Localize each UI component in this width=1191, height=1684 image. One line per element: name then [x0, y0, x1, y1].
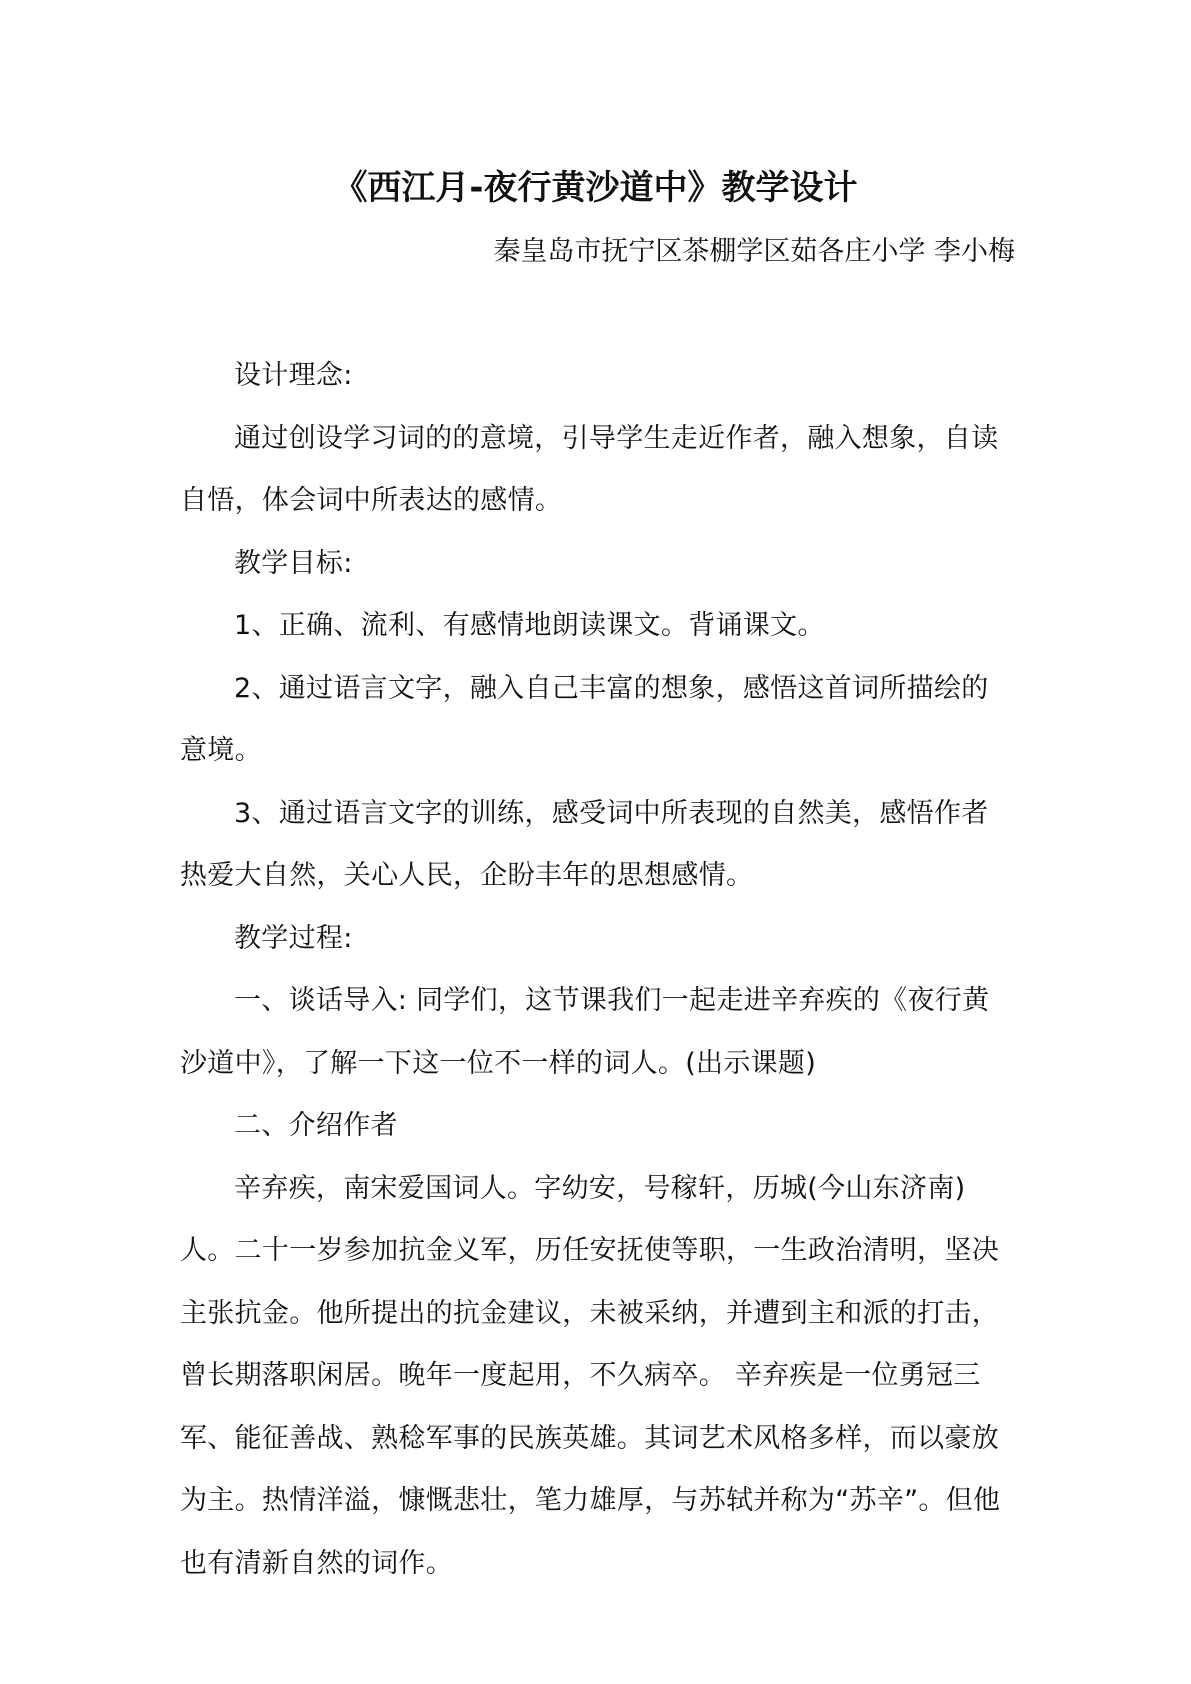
goal-item-2: 2、通过语言文字，融入自己丰富的想象，感悟这首词所描绘的意境。	[180, 672, 989, 766]
paragraph-design-concept: 通过创设学习词的的意境，引导学生走近作者，融入想象，自读自悟，体会词中所表达的感情。	[180, 422, 999, 516]
document-title: 《西江月-夜行黄沙道中》教学设计	[333, 168, 858, 208]
author-byline: 秦皇岛市抚宁区茶棚学区茹各庄小学 李小梅	[493, 236, 1015, 267]
goal-item-3: 3、通过语言文字的训练，感受词中所表现的自然美，感悟作者热爱大自然，关心人民，企盼丰年的思想感情。	[180, 797, 989, 891]
process-step-1: 一、谈话导入: 同学们，这节课我们一起走进辛弃疾的《夜行黄沙道中》，了解一下这一位不一样的词人。(出示课题)	[180, 985, 990, 1079]
section-heading-design-concept: 设计理念:	[234, 360, 353, 391]
document-body	[180, 345, 1014, 1595]
author-introduction-paragraph: 辛弃疾，南宋爱国词人。字幼安，号稼轩，历城(今山东济南)人。二十一岁参加抗金义军，历任安抚使等职，一生政治清明，坚决主张抗金。他所提出的抗金建议，未被采纳，并遭到主和派的打击，曾长期落职闲居。晚年一度起用，不久病卒。 辛弃疾是一位勇冠三军、能征善战、熟稔军事的民族英雄。其词艺术风格多样，而以豪放为主。热情洋溢，慷慨悲壮，笔力雄厚，与苏轼并称为“苏辛”。但他也有清新自然的词作。	[180, 1172, 1001, 1579]
section-heading-teaching-process: 教学过程:	[234, 922, 353, 954]
process-step-2-heading: 二、介绍作者	[234, 1110, 398, 1141]
section-heading-teaching-goals: 教学目标:	[234, 547, 353, 579]
goal-item-1: 1、正确、流利、有感情地朗读课文。背诵课文。	[234, 610, 825, 641]
